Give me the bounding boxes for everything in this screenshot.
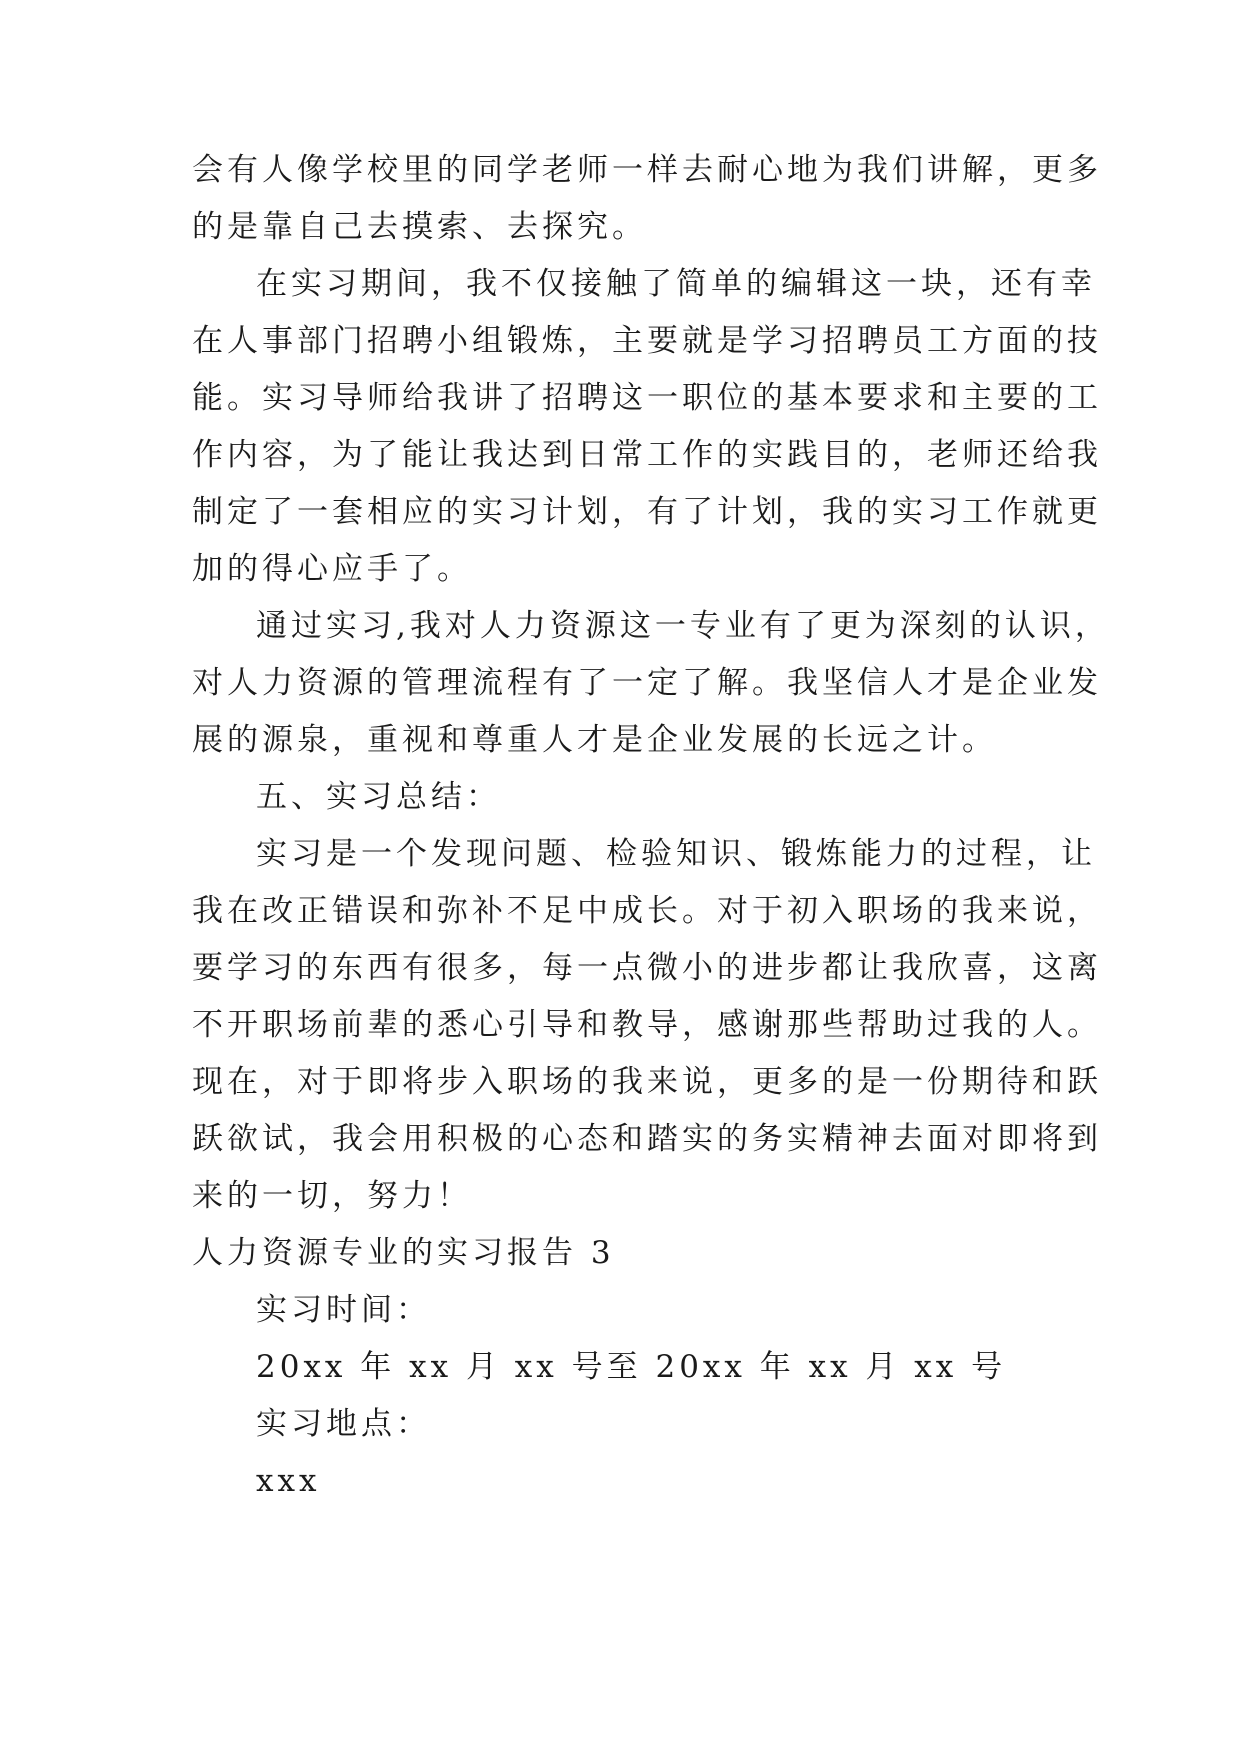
text-line: 对人力资源的管理流程有了一定了解。我坚信人才是企业发 [192, 665, 1102, 701]
text-line: 作内容，为了能让我达到日常工作的实践目的，老师还给我 [192, 437, 1102, 473]
section-heading: 五、实习总结： [256, 779, 501, 815]
text-line: 不开职场前辈的悉心引导和教导，感谢那些帮助过我的人。 [192, 1007, 1102, 1043]
text-line: 来的一切，努力！ [192, 1178, 472, 1214]
text-line: 现在，对于即将步入职场的我来说，更多的是一份期待和跃 [192, 1064, 1102, 1100]
text-line: 在人事部门招聘小组锻炼，主要就是学习招聘员工方面的技 [192, 323, 1102, 359]
text-line: 加的得心应手了。 [192, 551, 472, 587]
text-line: 的是靠自己去摸索、去探究。 [192, 209, 647, 245]
text-line: 我在改正错误和弥补不足中成长。对于初入职场的我来说， [192, 893, 1102, 929]
field-value-location: xxx [256, 1463, 321, 1499]
field-label-time: 实习时间： [256, 1292, 431, 1328]
paragraph-start: 在实习期间，我不仅接触了简单的编辑这一块，还有幸 [256, 266, 1096, 302]
report-title: 人力资源专业的实习报告 3 [192, 1235, 615, 1271]
text-line: 会有人像学校里的同学老师一样去耐心地为我们讲解，更多 [192, 152, 1102, 188]
field-label-location: 实习地点： [256, 1406, 431, 1442]
text-line: 能。实习导师给我讲了招聘这一职位的基本要求和主要的工 [192, 380, 1102, 416]
text-line: 要学习的东西有很多，每一点微小的进步都让我欣喜，这离 [192, 950, 1102, 986]
text-line: 制定了一套相应的实习计划，有了计划，我的实习工作就更 [192, 494, 1102, 530]
text-line: 跃欲试，我会用积极的心态和踏实的务实精神去面对即将到 [192, 1121, 1102, 1157]
field-value-time: 20xx 年 xx 月 xx 号至 20xx 年 xx 月 xx 号 [256, 1349, 1007, 1385]
paragraph-start: 实习是一个发现问题、检验知识、锻炼能力的过程，让 [256, 836, 1096, 872]
text-line: 展的源泉，重视和尊重人才是企业发展的长远之计。 [192, 722, 997, 758]
paragraph-start: 通过实习,我对人力资源这一专业有了更为深刻的认识， [256, 608, 1110, 644]
